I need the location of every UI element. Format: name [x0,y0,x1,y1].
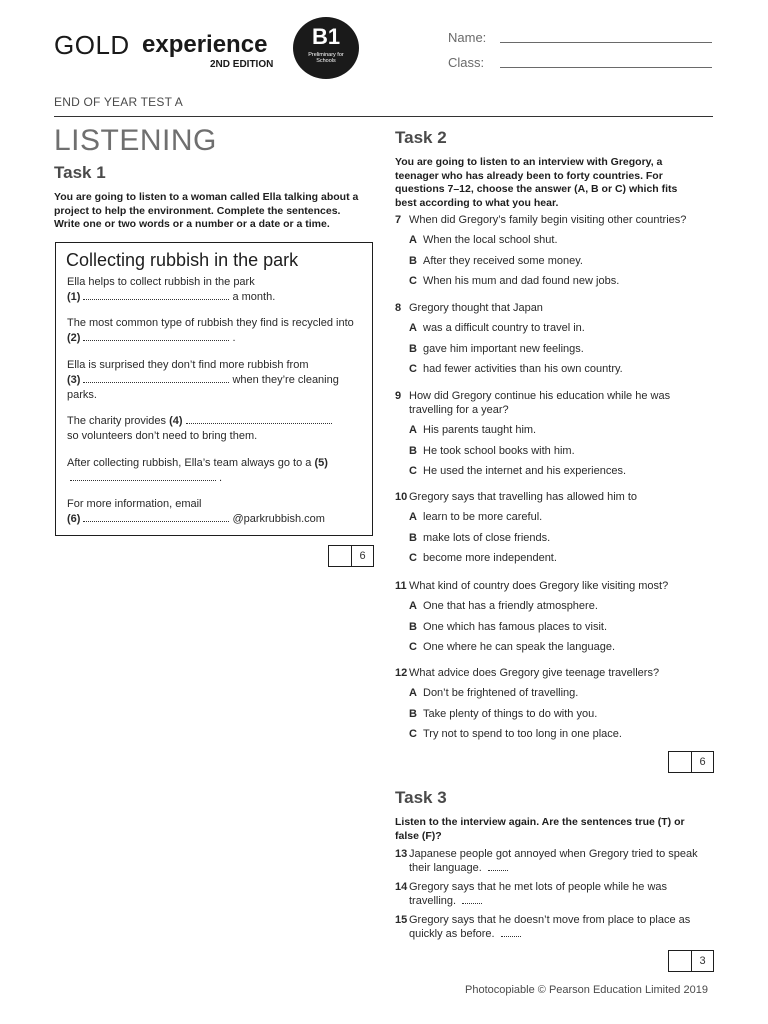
option-9-a[interactable] [409,424,536,436]
question-text: Japanese people got annoyed when Gregory tried to speak their language. [409,848,698,874]
tf-item-14 [395,881,705,908]
gap-answer-3[interactable] [83,374,229,383]
option-letter: C [409,552,417,564]
question-text: Gregory says that he met lots of people while he was travelling. [409,881,668,907]
option-text: was a difficult country to travel in. [423,322,585,334]
option-10-c[interactable] [409,552,557,564]
logo-edition: 2ND EDITION [210,59,274,70]
question-number: 14 [395,881,408,893]
question-text: When did Gregory’s family begin visiting other countries? [409,214,687,226]
question-text: How did Gregory continue his education while he was travelling for a year? [409,390,671,416]
option-letter: A [409,424,417,436]
gap-number: (1) [67,291,81,303]
option-text: He used the internet and his experiences. [423,465,627,477]
gap-text: . [232,332,236,344]
gap-item-1 [67,275,363,305]
gap-text: when they’re cleaning parks. [67,374,339,401]
task1-score-box [328,545,374,567]
gap-text: . [219,472,223,484]
header-divider [54,116,713,117]
option-12-a[interactable] [409,687,578,699]
gap-text: a month. [232,291,276,303]
class-label: Class: [448,55,485,70]
task3-score-box [668,950,714,972]
option-11-c[interactable] [409,641,615,653]
option-text: make lots of close friends. [423,531,551,544]
mc-question-7 [395,214,705,228]
option-text: One where he can speak the language. [423,641,616,653]
option-letter: A [409,511,417,523]
gap-text: The charity provides [67,415,167,427]
option-letter: C [409,728,417,740]
mc-question-12 [395,667,705,681]
option-text: When his mum and dad found new jobs. [423,275,620,287]
option-letter: C [409,275,417,287]
gap-answer-6[interactable] [83,513,229,522]
option-12-c[interactable] [409,728,622,740]
option-9-b[interactable] [409,445,575,457]
option-10-b[interactable] [409,532,550,544]
option-text: His parents taught him. [423,424,537,436]
gap-number: (3) [67,374,81,386]
option-letter: B [409,254,417,267]
question-number: 8 [395,302,402,314]
option-text: Take plenty of things to do with you. [423,707,598,720]
gap-item-5 [67,456,363,486]
option-text: He took school books with him. [423,444,575,457]
tf-item-15 [395,914,705,941]
gap-item-6 [67,497,363,527]
question-text: What advice does Gregory give teenage travellers? [409,667,660,679]
question-number: 12 [395,667,408,679]
gap-text: Ella is surprised they don’t find more rubbish from [67,359,309,371]
mc-question-11 [395,580,705,594]
question-number: 11 [395,580,407,592]
option-text: gave him important new feelings. [423,342,584,355]
option-letter: B [409,531,417,544]
option-letter: B [409,620,417,633]
option-text: When the local school shut. [423,234,558,246]
logo-experience: experience [142,31,268,58]
gap-number: (5) [314,457,328,469]
question-number: 9 [395,390,402,402]
question-number: 7 [395,214,402,226]
option-8-a[interactable] [409,322,585,334]
tf-answer-14[interactable] [462,895,482,904]
gap-number: (2) [67,332,81,344]
gap-number: (4) [169,415,183,427]
gap-answer-2[interactable] [83,332,229,341]
option-11-a[interactable] [409,600,598,612]
option-text: had fewer activities than his own country. [423,363,623,375]
level-badge [293,17,359,79]
option-text: One which has famous places to visit. [423,620,608,633]
tf-item-13 [395,848,705,875]
task1-instructions: You are going to listen to a woman called Ella talking about a project to help the environment. Complete the sentences. Write one or two words or a number or a date or a time. [54,191,359,230]
option-8-b[interactable] [409,343,584,355]
gap-text: Ella helps to collect rubbish in the park [67,276,255,288]
option-11-b[interactable] [409,621,607,633]
mc-question-8 [395,302,705,316]
option-8-c[interactable] [409,363,623,375]
option-10-a[interactable] [409,511,542,523]
option-letter: C [409,641,417,653]
score-input[interactable] [329,546,352,566]
logo-gold: GOLD [54,30,130,60]
name-label: Name: [448,30,487,45]
gap-text: so volunteers don’t need to bring them. [67,430,258,442]
question-text: Gregory thought that Japan [409,302,543,314]
mc-question-9 [395,390,705,417]
option-7-b[interactable] [409,255,583,267]
option-letter: C [409,363,417,375]
question-number: 10 [395,491,408,503]
option-letter: B [409,444,417,457]
question-text: Gregory says that travelling has allowed him to [409,491,638,503]
option-text: Don’t be frightened of travelling. [423,687,579,699]
option-text: become more independent. [423,552,557,564]
option-letter: B [409,707,417,720]
option-letter: A [409,600,417,612]
gap-text: After collecting rubbish, Ella’s team always go to a [67,457,312,469]
gap-text: For more information, email [67,498,202,510]
score-total: 6 [699,756,706,768]
mc-question-10 [395,491,705,505]
task3-title: Task 3 [395,788,447,807]
task2-instructions: You are going to listen to an interview with Gregory, a teenager who has already been to forty countries. For questions 7–12, choose the answer (A, B or C) which fits best according to what you hear. [395,156,678,209]
class-field[interactable] [500,67,712,68]
task2-title: Task 2 [395,128,447,147]
task1-box-title: Collecting rubbish in the park [66,250,299,270]
option-letter: B [409,342,417,355]
gap-answer-4[interactable] [186,415,332,424]
option-12-b[interactable] [409,708,597,720]
gap-item-3 [67,358,363,403]
option-letter: A [409,322,417,334]
task2-score-box [668,751,714,773]
gap-text: The most common type of rubbish they find is recycled into [67,317,354,329]
gap-answer-1[interactable] [83,291,229,300]
question-number: 13 [395,848,408,860]
badge-subtitle: Preliminary for Schools [308,52,344,64]
copyright-footer: Photocopiable © Pearson Education Limited 2019 [465,984,708,996]
option-letter: C [409,465,417,477]
tf-answer-13[interactable] [488,862,508,871]
score-total: 6 [359,550,366,562]
score-input[interactable] [669,951,692,971]
score-total: 3 [699,955,706,967]
option-text: One that has a friendly atmosphere. [423,600,598,612]
gap-item-2 [67,316,363,346]
option-7-c[interactable] [409,275,619,287]
test-name: END OF YEAR TEST A [54,95,183,109]
task3-instructions: Listen to the interview again. Are the sentences true (T) or false (F)? [395,816,685,842]
section-title: LISTENING [54,124,217,157]
option-letter: A [409,234,417,246]
option-text: After they received some money. [423,254,583,267]
question-number: 15 [395,914,408,926]
score-input[interactable] [669,752,692,772]
task1-title: Task 1 [54,163,106,182]
option-text: Try not to spend to too long in one place. [423,728,622,740]
badge-level: B1 [311,24,341,49]
gap-number: (6) [67,513,81,525]
gap-text: @parkrubbish.com [232,513,325,525]
question-text: What kind of country does Gregory like visiting most? [409,580,669,592]
question-text: Gregory says that he doesn’t move from place to place as quickly as before. [409,914,691,940]
option-text: learn to be more careful. [423,511,543,523]
gap-item-4 [67,414,363,444]
option-7-a[interactable] [409,234,558,246]
option-9-c[interactable] [409,465,626,477]
option-letter: A [409,687,417,699]
name-field[interactable] [500,42,712,43]
gap-answer-5[interactable] [70,472,216,481]
tf-answer-15[interactable] [501,928,521,937]
